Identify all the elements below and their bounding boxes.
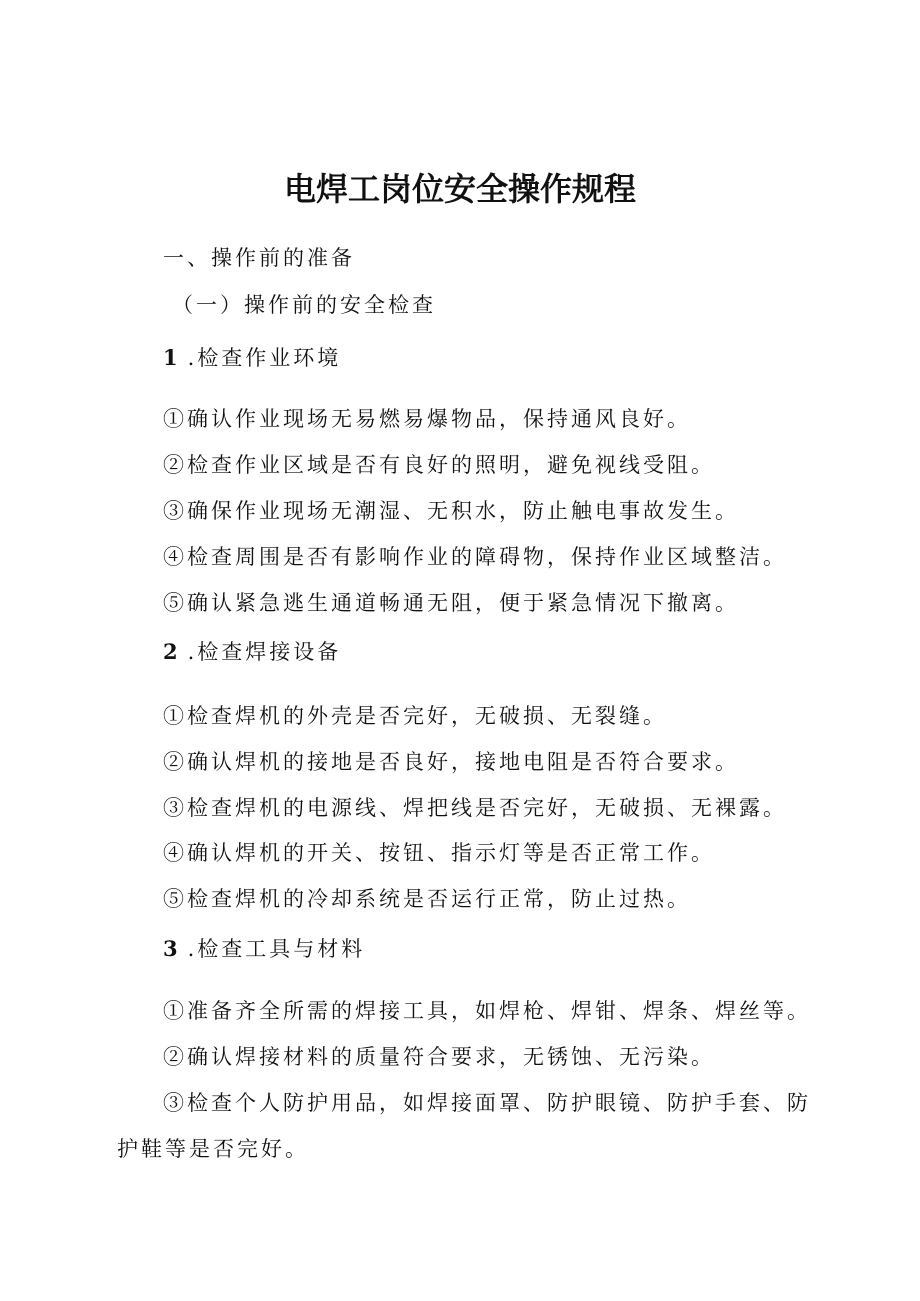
list-item: ⑤确认紧急逃生通道畅通无阻，便于紧急情况下撤离。: [163, 591, 739, 615]
group-number: 1: [163, 345, 178, 370]
list-item: ⑤检查焊机的冷却系统是否运行正常，防止过热。: [163, 887, 691, 911]
group-heading-text: .检查作业环境: [187, 346, 342, 370]
group-heading: [163, 342, 341, 372]
group-heading: [163, 933, 365, 963]
list-item: ④确认焊机的开关、按钮、指示灯等是否正常工作。: [163, 841, 715, 865]
list-item: ③确保作业现场无潮湿、无积水，防止触电事故发生。: [163, 499, 739, 523]
subsection-heading: （一）操作前的安全检查: [172, 293, 436, 317]
list-item: ④检查周围是否有影响作业的障碍物，保持作业区域整洁。: [163, 545, 787, 569]
group-heading-text: .检查工具与材料: [187, 937, 366, 961]
list-item: ②确认焊接材料的质量符合要求，无锈蚀、无污染。: [163, 1045, 715, 1069]
list-item: ③检查焊机的电源线、焊把线是否完好，无破损、无裸露。: [163, 796, 787, 820]
list-item: ①确认作业现场无易燃易爆物品，保持通风良好。: [163, 407, 691, 431]
list-item: ①检查焊机的外壳是否完好，无破损、无裂缝。: [163, 704, 667, 728]
list-item: ③检查个人防护用品，如焊接面罩、防护眼镜、防护手套、防: [163, 1091, 811, 1115]
group-number: 3: [163, 936, 178, 961]
group-number: 2: [163, 639, 178, 664]
list-item: ②确认焊机的接地是否良好，接地电阻是否符合要求。: [163, 750, 739, 774]
list-item-continuation: 护鞋等是否完好。: [117, 1137, 309, 1161]
list-item: ②检查作业区域是否有良好的照明，避免视线受阻。: [163, 453, 715, 477]
list-item: ①准备齐全所需的焊接工具，如焊枪、焊钳、焊条、焊丝等。: [163, 999, 811, 1023]
document-title: 电焊工岗位安全操作规程: [283, 170, 636, 208]
group-heading: [163, 636, 341, 666]
section-heading: 一、操作前的准备: [163, 246, 355, 270]
group-heading-text: .检查焊接设备: [187, 640, 342, 664]
